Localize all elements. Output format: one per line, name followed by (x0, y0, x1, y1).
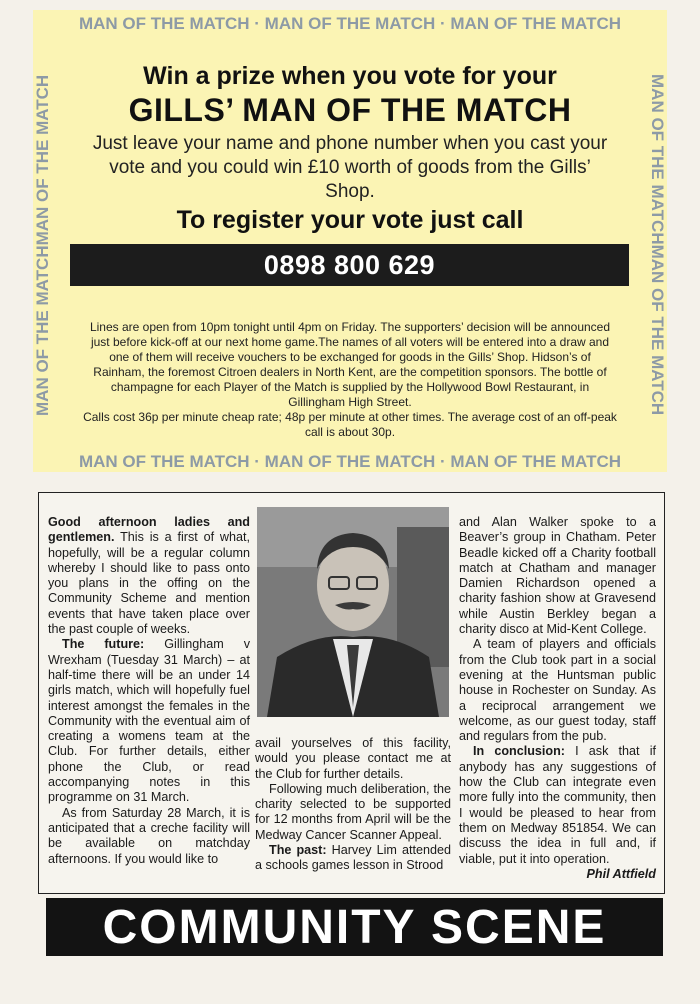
article-paragraph: The past: Harvey Lim attended a schools games lesson in Strood (255, 843, 451, 873)
promo-border-bottom: MAN OF THE MATCH · MAN OF THE MATCH · MAN OF THE MATCH (78, 452, 622, 471)
author-signoff: Phil Attfield (586, 866, 656, 881)
man-of-the-match-promo (33, 10, 667, 472)
author-photo (257, 507, 449, 717)
promo-small-print (83, 320, 617, 440)
register-heading: To register your vote just call (176, 206, 524, 234)
community-scene-banner (46, 898, 663, 956)
article-column-2 (255, 736, 451, 874)
article-paragraph: The future: Gillingham v Wrexham (Tuesday 31 March) – at half-time there will be an under 14 girls match, which will hopefully fuel interest amongst the females in the Community with the eventual aim of creating a womens team at the Club. For further details, either phone the Club, or read accompanying notes in this programme on 31 March. (48, 637, 250, 805)
small-print-terms: Lines are open from 10pm tonight until 4pm on Friday. The supporters’ decision will be announced just before kick-off at our next home game.The names of all voters will be entered into a draw and one of them will receive vouchers to be exchanged for goods in the Gills’ Shop. Hidson’s of Rainham, the foremost Citroen dealers in North Kent, are the competition sponsors. The bottle of champagne for each Player of the Match is supplied by the Hollywood Bowl Restaurant, in Gillingham High Street. (89, 320, 611, 409)
banner-title: COMMUNITY SCENE (102, 901, 607, 954)
community-article (38, 492, 665, 894)
article-column-3 (459, 515, 656, 882)
promo-border-left: MAN OF THE MATCHMAN OF THE MATCH (33, 74, 52, 416)
article-paragraph: and Alan Walker spoke to a Beaver’s group in Chatham. Peter Beadle kicked off a Charity football match at Chatham and manager Damien Richardson opened a charity fashion show at Gravesend while Austin Berkley began a charity disco at Mid-Kent College. (459, 515, 656, 637)
phone-number: 0898 800 629 (263, 250, 436, 280)
section-lead-conclusion: In conclusion: (473, 744, 566, 759)
article-paragraph: As from Saturday 28 March, it is anticipated that a creche facility will be available on matchday afternoons. If you would like to (48, 805, 250, 866)
promo-body: Just leave your name and phone number when you cast your vote and you could win £10 worth of goods from the Gills’ Shop. (92, 133, 608, 202)
promo-border-right: MAN OF THE MATCHMAN OF THE MATCH (648, 74, 667, 416)
phone-number-bar (70, 244, 629, 286)
article-paragraph: Following much deliberation, the charity selected to be supported for 12 months from April will be the Medway Cancer Scanner Appeal. (255, 781, 451, 842)
promo-title: GILLS’ MAN OF THE MATCH (128, 92, 572, 128)
article-column-1 (48, 515, 250, 867)
promo-headline: Win a prize when you vote for your (143, 62, 557, 90)
article-paragraph: A team of players and officials from the Club took part in a social evening at the Huntsman public house in Rochester on Sunday. As a reciprocal arrangement we welcome, as our guest today, staff and regulars from the pub. (459, 637, 656, 744)
article-paragraph: avail yourselves of this facility, would you please contact me at the Club for further details. (255, 736, 451, 781)
section-lead-past: The past: (269, 843, 327, 858)
greeting-lead: Good afternoon ladies and gentlemen. (48, 515, 250, 545)
promo-border-top: MAN OF THE MATCH · MAN OF THE MATCH · MAN OF THE MATCH (78, 14, 622, 33)
section-lead-future: The future: (62, 637, 145, 652)
article-paragraph: In conclusion: I ask that if anybody has any suggestions of how the Club can integrate even more fully into the community, then I would be pleased to hear from them on Medway 851854. We can discuss the idea in full and, if viable, put it into operation. (459, 744, 656, 866)
article-paragraph: Good afternoon ladies and gentlemen. This is a first of what, hopefully, will be a regular column whereby I should like to pass onto you plans in the offing on the Community Scheme and mention events that have taken place over the past couple of weeks. (48, 515, 250, 637)
small-print-costs: Calls cost 36p per minute cheap rate; 48p per minute at other times. The average cost of an off-peak call is about 30p. (83, 410, 617, 439)
portrait-illustration (257, 507, 449, 717)
